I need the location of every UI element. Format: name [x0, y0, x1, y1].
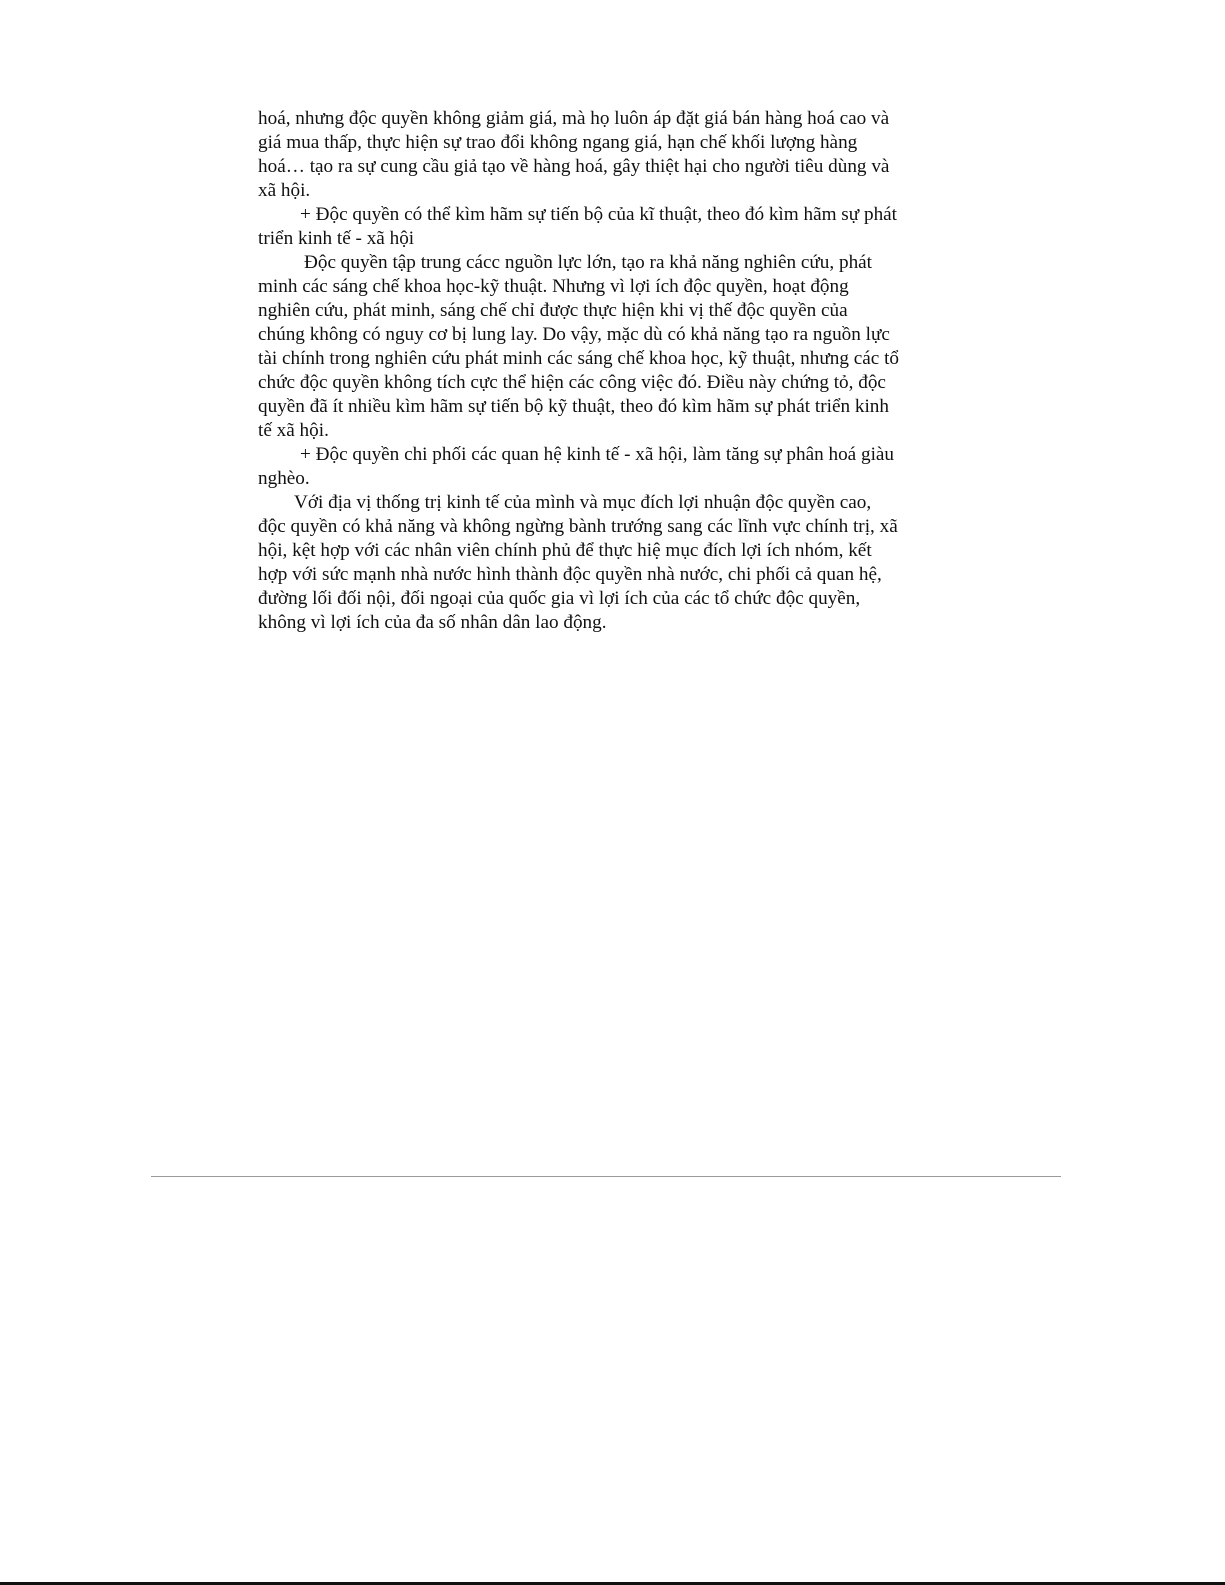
text-line: Với địa vị thống trị kinh tế của mình và mục đích lợi nhuận độc quyền cao,: [294, 492, 872, 513]
text-line: đường lối đối nội, đối ngoại của quốc gia vì lợi ích của các tổ chức độc quyền,: [258, 588, 861, 609]
text-line: minh các sáng chế khoa học-kỹ thuật. Nhưng vì lợi ích độc quyền, hoạt động: [258, 276, 849, 297]
text-line: tế xã hội.: [258, 420, 329, 441]
text-line: hoá… tạo ra sự cung cầu giả tạo về hàng hoá, gây thiệt hại cho người tiêu dùng và: [258, 156, 890, 177]
text-line: + Độc quyền chi phối các quan hệ kinh tế - xã hội, làm tăng sự phân hoá giàu: [300, 444, 895, 465]
text-line: hoá, nhưng độc quyền không giảm giá, mà họ luôn áp đặt giá bán hàng hoá cao và: [258, 108, 890, 129]
text-line: hội, kệt hợp với các nhân viên chính phủ để thực hiệ mục đích lợi ích nhóm, kết: [258, 540, 872, 561]
text-line: triển kinh tế - xã hội: [258, 228, 415, 249]
text-line: nghiên cứu, phát minh, sáng chế chỉ được thực hiện khi vị thế độc quyền của: [258, 300, 848, 321]
text-line: nghèo.: [258, 468, 310, 489]
text-line: độc quyền có khả năng và không ngừng bành trướng sang các lĩnh vực chính trị, xã: [258, 516, 898, 537]
text-line: tài chính trong nghiên cứu phát minh các sáng chế khoa học, kỹ thuật, nhưng các tổ: [258, 348, 900, 369]
text-line: xã hội.: [258, 180, 311, 201]
text-line: chức độc quyền không tích cực thể hiện các công việc đó. Điều này chứng tỏ, độc: [258, 372, 886, 393]
page-divider: [151, 1176, 1061, 1177]
text-line: + Độc quyền có thể kìm hãm sự tiến bộ của kĩ thuật, theo đó kìm hãm sự phát: [300, 204, 898, 225]
text-line: hợp với sức mạnh nhà nước hình thành độc quyền nhà nước, chi phối cả quan hệ,: [258, 564, 882, 585]
text-line: giá mua thấp, thực hiện sự trao đổi không ngang giá, hạn chế khối lượng hàng: [258, 132, 858, 153]
text-line: quyền đã ít nhiều kìm hãm sự tiến bộ kỹ thuật, theo đó kìm hãm sự phát triển kinh: [258, 396, 889, 417]
body-text: [258, 107, 958, 635]
text-line: Độc quyền tập trung cácc nguồn lực lớn, tạo ra khả năng nghiên cứu, phát: [304, 252, 873, 273]
text-line: không vì lợi ích của đa số nhân dân lao động.: [258, 612, 607, 633]
text-line: chúng không có nguy cơ bị lung lay. Do vậy, mặc dù có khả năng tạo ra nguồn lực: [258, 324, 890, 345]
